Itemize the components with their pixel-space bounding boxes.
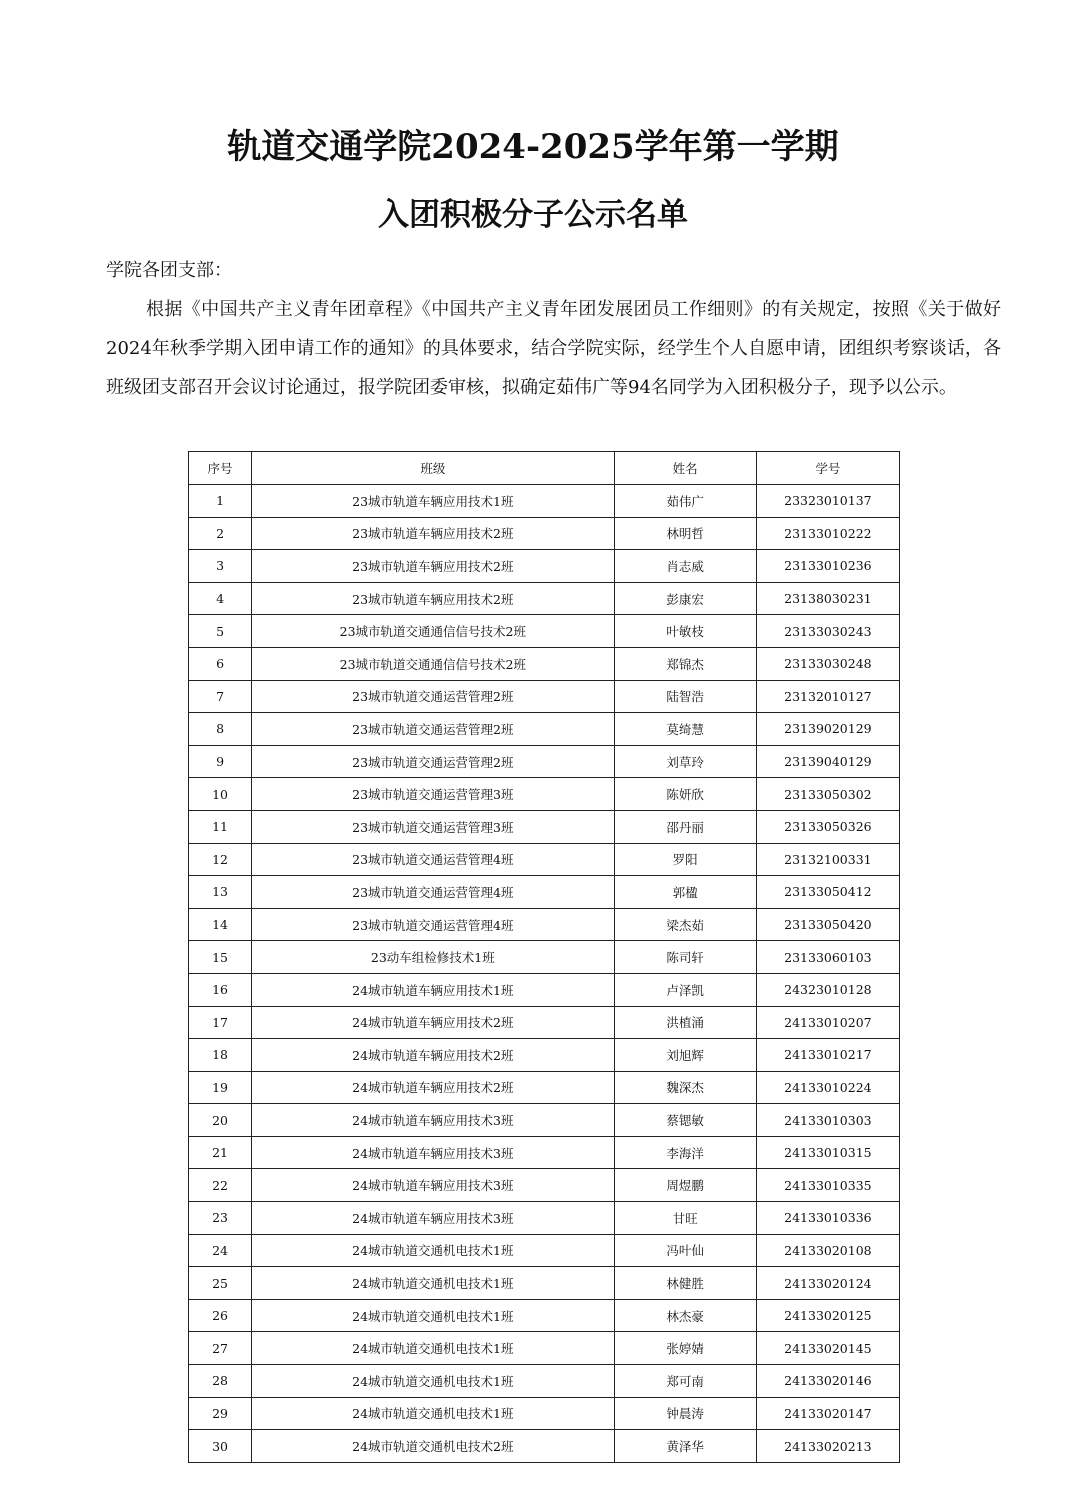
row-name: 钟晨涛 [614,1397,756,1430]
row-class: 23城市轨道车辆应用技术1班 [252,485,615,518]
candidate-table [188,451,900,1463]
table-row [189,876,900,909]
row-student-id: 23133010236 [756,550,899,583]
row-class: 23城市轨道交通运营管理2班 [252,745,615,778]
row-name: 洪植涌 [614,1006,756,1039]
table-row [189,582,900,615]
row-index: 5 [189,615,252,648]
row-class: 23城市轨道交通运营管理3班 [252,810,615,843]
row-class: 23城市轨道交通运营管理2班 [252,713,615,746]
row-name: 郑锦杰 [614,647,756,680]
table-row [189,485,900,518]
table-header-row [189,452,900,485]
row-student-id: 24133020108 [756,1234,899,1267]
row-name: 陆智浩 [614,680,756,713]
row-name: 彭康宏 [614,582,756,615]
row-student-id: 23133050326 [756,810,899,843]
row-student-id: 23133050412 [756,876,899,909]
row-index: 28 [189,1365,252,1398]
table-row [189,1365,900,1398]
table-row [189,1039,900,1072]
row-index: 26 [189,1299,252,1332]
row-index: 1 [189,485,252,518]
table-row [189,1202,900,1235]
row-student-id: 24133020145 [756,1332,899,1365]
table-row [189,647,900,680]
row-name: 魏深杰 [614,1071,756,1104]
row-index: 9 [189,745,252,778]
row-class: 24城市轨道车辆应用技术3班 [252,1104,615,1137]
row-index: 3 [189,550,252,583]
table-row [189,550,900,583]
row-class: 23城市轨道交通通信信号技术2班 [252,647,615,680]
row-student-id: 24133010336 [756,1202,899,1235]
table-row [189,1006,900,1039]
row-class: 24城市轨道车辆应用技术1班 [252,973,615,1006]
row-index: 29 [189,1397,252,1430]
table-row [189,973,900,1006]
table-row [189,517,900,550]
row-index: 8 [189,713,252,746]
row-student-id: 23139020129 [756,713,899,746]
row-index: 10 [189,778,252,811]
row-name: 陈司轩 [614,941,756,974]
row-index: 13 [189,876,252,909]
row-class: 23城市轨道交通运营管理2班 [252,680,615,713]
header-name: 姓名 [614,452,756,485]
row-class: 23城市轨道车辆应用技术2班 [252,582,615,615]
row-student-id: 24133020213 [756,1430,899,1463]
row-student-id: 24133020124 [756,1267,899,1300]
table-row [189,1267,900,1300]
row-class: 24城市轨道交通机电技术1班 [252,1365,615,1398]
row-class: 24城市轨道交通机电技术1班 [252,1234,615,1267]
row-student-id: 23133050302 [756,778,899,811]
row-student-id: 24133020146 [756,1365,899,1398]
row-student-id: 23132100331 [756,843,899,876]
salutation: 学院各团支部： [106,260,232,281]
row-class: 24城市轨道交通机电技术1班 [252,1397,615,1430]
row-name: 邵丹丽 [614,810,756,843]
row-name: 罗阳 [614,843,756,876]
row-index: 12 [189,843,252,876]
row-student-id: 23132010127 [756,680,899,713]
row-class: 24城市轨道交通机电技术1班 [252,1299,615,1332]
table-row [189,1104,900,1137]
table-row [189,1430,900,1463]
table-row [189,680,900,713]
row-class: 23城市轨道交通运营管理4班 [252,843,615,876]
row-name: 周煜鹏 [614,1169,756,1202]
page-subtitle: 入团积极分子公示名单 [378,197,688,233]
row-name: 郭楹 [614,876,756,909]
notice-body: 根据《中国共产主义青年团章程》《中国共产主义青年团发展团员工作细则》的有关规定，按照《关于做好2024年秋季学期入团申请工作的通知》的具体要求，结合学院实际，经学生个人自愿申请，团组织考察谈话，各班级团支部召开会议讨论通过，报学院团委审核，拟确定茹伟广等94名同学为入团积极分子，现予以公示。 [106,299,1001,398]
row-name: 蔡锶敏 [614,1104,756,1137]
row-student-id: 23133030243 [756,615,899,648]
row-class: 24城市轨道交通机电技术1班 [252,1332,615,1365]
row-index: 24 [189,1234,252,1267]
row-student-id: 24133020125 [756,1299,899,1332]
row-name: 卢泽凯 [614,973,756,1006]
table-row [189,1299,900,1332]
row-index: 19 [189,1071,252,1104]
header-class: 班级 [252,452,615,485]
row-class: 24城市轨道交通机电技术1班 [252,1267,615,1300]
row-name: 黄泽华 [614,1430,756,1463]
table-row [189,810,900,843]
row-student-id: 24133010315 [756,1136,899,1169]
row-index: 6 [189,647,252,680]
row-class: 24城市轨道车辆应用技术2班 [252,1071,615,1104]
header-student-id: 学号 [756,452,899,485]
row-index: 18 [189,1039,252,1072]
row-name: 刘草玲 [614,745,756,778]
row-class: 24城市轨道车辆应用技术3班 [252,1136,615,1169]
table-row [189,1169,900,1202]
row-class: 23动车组检修技术1班 [252,941,615,974]
row-class: 23城市轨道车辆应用技术2班 [252,550,615,583]
row-index: 21 [189,1136,252,1169]
row-name: 张婷婧 [614,1332,756,1365]
row-student-id: 23133030248 [756,647,899,680]
row-student-id: 24133010303 [756,1104,899,1137]
table-row [189,1071,900,1104]
row-name: 李海洋 [614,1136,756,1169]
row-class: 23城市轨道车辆应用技术2班 [252,517,615,550]
header-index: 序号 [189,452,252,485]
row-class: 24城市轨道车辆应用技术3班 [252,1169,615,1202]
row-class: 24城市轨道车辆应用技术2班 [252,1006,615,1039]
row-index: 14 [189,908,252,941]
row-index: 4 [189,582,252,615]
row-index: 11 [189,810,252,843]
row-class: 23城市轨道交通通信信号技术2班 [252,615,615,648]
row-class: 23城市轨道交通运营管理4班 [252,908,615,941]
row-name: 肖志威 [614,550,756,583]
table-row [189,1332,900,1365]
row-name: 冯叶仙 [614,1234,756,1267]
row-index: 16 [189,973,252,1006]
row-name: 林明哲 [614,517,756,550]
row-index: 15 [189,941,252,974]
row-student-id: 24133020147 [756,1397,899,1430]
row-student-id: 23133060103 [756,941,899,974]
row-index: 17 [189,1006,252,1039]
row-index: 23 [189,1202,252,1235]
table-row [189,615,900,648]
row-student-id: 23139040129 [756,745,899,778]
row-class: 24城市轨道车辆应用技术3班 [252,1202,615,1235]
row-index: 20 [189,1104,252,1137]
row-name: 甘旺 [614,1202,756,1235]
table-row [189,941,900,974]
row-student-id: 24133010217 [756,1039,899,1072]
page-title: 轨道交通学院2024-2025学年第一学期 [227,127,839,167]
row-name: 莫绮慧 [614,713,756,746]
table-row [189,1234,900,1267]
table-row [189,1136,900,1169]
row-class: 23城市轨道交通运营管理4班 [252,876,615,909]
row-class: 24城市轨道车辆应用技术2班 [252,1039,615,1072]
table-body [189,485,900,1463]
row-student-id: 23323010137 [756,485,899,518]
row-student-id: 23138030231 [756,582,899,615]
row-class: 24城市轨道交通机电技术2班 [252,1430,615,1463]
row-index: 22 [189,1169,252,1202]
table-row [189,908,900,941]
row-index: 25 [189,1267,252,1300]
row-student-id: 24133010335 [756,1169,899,1202]
table-row [189,745,900,778]
row-student-id: 24323010128 [756,973,899,1006]
table-row [189,1397,900,1430]
row-name: 茹伟广 [614,485,756,518]
row-name: 刘旭辉 [614,1039,756,1072]
row-index: 7 [189,680,252,713]
row-name: 林健胜 [614,1267,756,1300]
row-name: 陈妍欣 [614,778,756,811]
table-row [189,713,900,746]
row-name: 叶敏枝 [614,615,756,648]
row-student-id: 23133010222 [756,517,899,550]
row-student-id: 24133010224 [756,1071,899,1104]
row-class: 23城市轨道交通运营管理3班 [252,778,615,811]
row-name: 郑可南 [614,1365,756,1398]
row-index: 30 [189,1430,252,1463]
row-index: 27 [189,1332,252,1365]
table-row [189,843,900,876]
row-index: 2 [189,517,252,550]
row-name: 林杰豪 [614,1299,756,1332]
row-student-id: 24133010207 [756,1006,899,1039]
row-student-id: 23133050420 [756,908,899,941]
row-name: 梁杰茹 [614,908,756,941]
table-row [189,778,900,811]
